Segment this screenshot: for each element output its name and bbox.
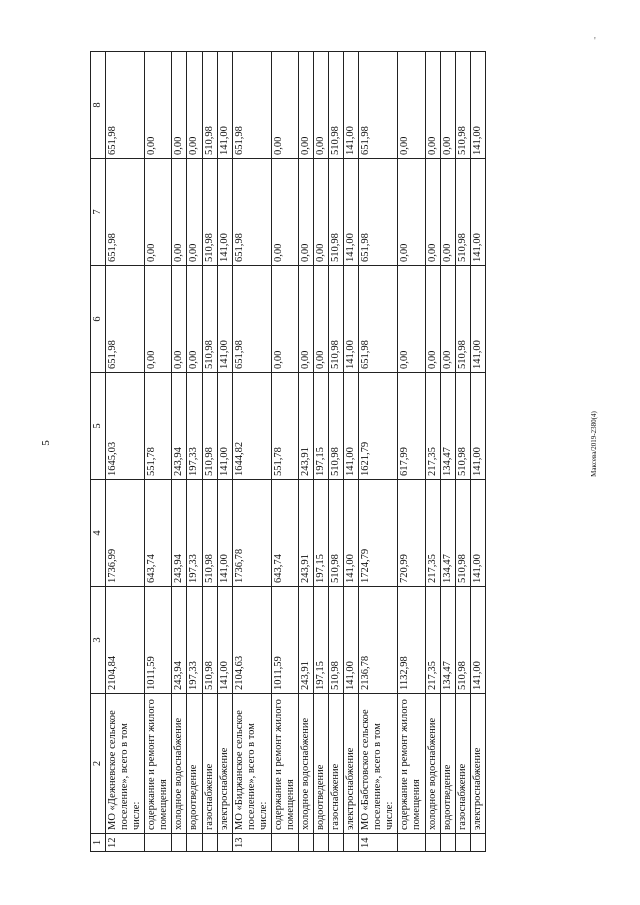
value-cell: 0,00 bbox=[298, 266, 313, 373]
table-row bbox=[455, 52, 470, 852]
value-cell: 141,00 bbox=[344, 587, 359, 694]
row-number-cell bbox=[398, 834, 425, 852]
row-name-cell: водоотведение bbox=[440, 694, 455, 834]
value-cell: 510,98 bbox=[329, 266, 344, 373]
value-cell: 510,98 bbox=[329, 52, 344, 159]
column-number-header: 7 bbox=[91, 159, 106, 266]
column-number-header: 1 bbox=[91, 834, 106, 852]
value-cell: 510,98 bbox=[202, 373, 217, 480]
table-row bbox=[314, 52, 329, 852]
value-cell: 0,00 bbox=[271, 159, 298, 266]
table-row bbox=[106, 52, 145, 852]
value-cell: 197,33 bbox=[187, 587, 202, 694]
table-row bbox=[470, 52, 485, 852]
row-number-cell: 13 bbox=[232, 834, 271, 852]
value-cell: 1724,79 bbox=[359, 480, 398, 587]
value-cell: 0,00 bbox=[187, 52, 202, 159]
value-cell: 0,00 bbox=[398, 52, 425, 159]
value-cell: 617,99 bbox=[398, 373, 425, 480]
value-cell: 141,00 bbox=[470, 373, 485, 480]
row-number-cell bbox=[217, 834, 232, 852]
value-cell: 651,98 bbox=[106, 159, 145, 266]
row-number-cell bbox=[187, 834, 202, 852]
value-cell: 0,00 bbox=[187, 266, 202, 373]
value-cell: 643,74 bbox=[145, 480, 172, 587]
value-cell: 134,47 bbox=[440, 587, 455, 694]
value-cell: 1645,03 bbox=[106, 373, 145, 480]
column-number-header: 8 bbox=[91, 52, 106, 159]
margin-mark: ' bbox=[594, 36, 596, 47]
value-cell: 0,00 bbox=[271, 266, 298, 373]
table-row bbox=[344, 52, 359, 852]
value-cell: 651,98 bbox=[232, 266, 271, 373]
value-cell: 0,00 bbox=[425, 159, 440, 266]
value-cell: 0,00 bbox=[398, 266, 425, 373]
row-number-cell: 12 bbox=[106, 834, 145, 852]
value-cell: 651,98 bbox=[106, 266, 145, 373]
value-cell: 510,98 bbox=[202, 159, 217, 266]
value-cell: 0,00 bbox=[187, 159, 202, 266]
value-cell: 510,98 bbox=[329, 480, 344, 587]
value-cell: 0,00 bbox=[398, 159, 425, 266]
tariff-table bbox=[90, 51, 486, 852]
value-cell: 510,98 bbox=[202, 52, 217, 159]
value-cell: 1011,59 bbox=[145, 587, 172, 694]
tariff-table-container bbox=[90, 52, 560, 852]
value-cell: 141,00 bbox=[344, 480, 359, 587]
column-number-header: 6 bbox=[91, 266, 106, 373]
value-cell: 197,33 bbox=[187, 480, 202, 587]
value-cell: 1621,79 bbox=[359, 373, 398, 480]
table-row bbox=[359, 52, 398, 852]
row-number-cell bbox=[329, 834, 344, 852]
value-cell: 197,15 bbox=[314, 373, 329, 480]
value-cell: 141,00 bbox=[217, 266, 232, 373]
row-number-cell bbox=[314, 834, 329, 852]
document-code: Максева/2019-2380(4) bbox=[589, 411, 598, 477]
row-name-cell: электроснабжение bbox=[470, 694, 485, 834]
value-cell: 243,91 bbox=[298, 587, 313, 694]
value-cell: 651,98 bbox=[232, 159, 271, 266]
value-cell: 0,00 bbox=[314, 266, 329, 373]
value-cell: 1011,59 bbox=[271, 587, 298, 694]
value-cell: 217,35 bbox=[425, 373, 440, 480]
value-cell: 134,47 bbox=[440, 373, 455, 480]
value-cell: 0,00 bbox=[172, 159, 187, 266]
row-name-cell: электроснабжение bbox=[217, 694, 232, 834]
value-cell: 651,98 bbox=[359, 159, 398, 266]
value-cell: 141,00 bbox=[344, 159, 359, 266]
row-name-cell: содержание и ремонт жилого помещения bbox=[271, 694, 298, 834]
row-name-cell: холодное водоснабжение bbox=[298, 694, 313, 834]
value-cell: 551,78 bbox=[271, 373, 298, 480]
row-number-cell bbox=[344, 834, 359, 852]
table-row bbox=[329, 52, 344, 852]
value-cell: 1644,82 bbox=[232, 373, 271, 480]
table-header-row bbox=[91, 52, 106, 852]
value-cell: 510,98 bbox=[329, 587, 344, 694]
row-number-cell bbox=[145, 834, 172, 852]
value-cell: 1736,99 bbox=[106, 480, 145, 587]
value-cell: 651,98 bbox=[359, 52, 398, 159]
value-cell: 141,00 bbox=[470, 587, 485, 694]
table-row bbox=[440, 52, 455, 852]
value-cell: 197,33 bbox=[187, 373, 202, 480]
value-cell: 0,00 bbox=[425, 52, 440, 159]
value-cell: 141,00 bbox=[470, 159, 485, 266]
value-cell: 510,98 bbox=[455, 480, 470, 587]
value-cell: 197,15 bbox=[314, 480, 329, 587]
table-row bbox=[232, 52, 271, 852]
value-cell: 510,98 bbox=[455, 587, 470, 694]
value-cell: 243,94 bbox=[172, 480, 187, 587]
value-cell: 141,00 bbox=[470, 52, 485, 159]
value-cell: 510,98 bbox=[329, 159, 344, 266]
value-cell: 0,00 bbox=[440, 159, 455, 266]
column-number-header: 2 bbox=[91, 694, 106, 834]
value-cell: 643,74 bbox=[271, 480, 298, 587]
value-cell: 0,00 bbox=[425, 266, 440, 373]
row-number-cell bbox=[271, 834, 298, 852]
value-cell: 141,00 bbox=[344, 52, 359, 159]
row-name-cell: холодное водоснабжение bbox=[172, 694, 187, 834]
row-name-cell: МО «Бабстовское сельское поселение», всего в том числе: bbox=[359, 694, 398, 834]
value-cell: 0,00 bbox=[314, 52, 329, 159]
column-number-header: 3 bbox=[91, 587, 106, 694]
value-cell: 141,00 bbox=[344, 266, 359, 373]
value-cell: 243,94 bbox=[172, 587, 187, 694]
value-cell: 243,91 bbox=[298, 373, 313, 480]
value-cell: 141,00 bbox=[217, 480, 232, 587]
value-cell: 134,47 bbox=[440, 480, 455, 587]
row-name-cell: электроснабжение bbox=[344, 694, 359, 834]
value-cell: 141,00 bbox=[470, 266, 485, 373]
value-cell: 0,00 bbox=[145, 159, 172, 266]
value-cell: 551,78 bbox=[145, 373, 172, 480]
page-number: 5 bbox=[39, 440, 52, 446]
table-row bbox=[398, 52, 425, 852]
value-cell: 141,00 bbox=[217, 52, 232, 159]
value-cell: 510,98 bbox=[455, 266, 470, 373]
value-cell: 2136,78 bbox=[359, 587, 398, 694]
value-cell: 0,00 bbox=[298, 159, 313, 266]
value-cell: 2104,63 bbox=[232, 587, 271, 694]
row-number-cell bbox=[425, 834, 440, 852]
table-row bbox=[187, 52, 202, 852]
value-cell: 141,00 bbox=[217, 373, 232, 480]
value-cell: 0,00 bbox=[298, 52, 313, 159]
value-cell: 510,98 bbox=[202, 587, 217, 694]
row-name-cell: газоснабжение bbox=[329, 694, 344, 834]
row-number-cell bbox=[172, 834, 187, 852]
table-row bbox=[298, 52, 313, 852]
value-cell: 651,98 bbox=[359, 266, 398, 373]
row-number-cell: 14 bbox=[359, 834, 398, 852]
value-cell: 0,00 bbox=[440, 266, 455, 373]
row-name-cell: МО «Биджанское сельское поселение», всего в том числе: bbox=[232, 694, 271, 834]
value-cell: 1736,78 bbox=[232, 480, 271, 587]
table-row bbox=[425, 52, 440, 852]
table-row bbox=[172, 52, 187, 852]
value-cell: 510,98 bbox=[329, 373, 344, 480]
value-cell: 651,98 bbox=[232, 52, 271, 159]
value-cell: 510,98 bbox=[455, 373, 470, 480]
row-name-cell: содержание и ремонт жилого помещения bbox=[398, 694, 425, 834]
row-name-cell: водоотведение bbox=[187, 694, 202, 834]
row-name-cell: газоснабжение bbox=[202, 694, 217, 834]
row-number-cell bbox=[470, 834, 485, 852]
value-cell: 0,00 bbox=[145, 266, 172, 373]
value-cell: 243,94 bbox=[172, 373, 187, 480]
value-cell: 1132,98 bbox=[398, 587, 425, 694]
value-cell: 141,00 bbox=[217, 587, 232, 694]
value-cell: 0,00 bbox=[172, 52, 187, 159]
value-cell: 510,98 bbox=[455, 159, 470, 266]
value-cell: 217,35 bbox=[425, 587, 440, 694]
column-number-header: 4 bbox=[91, 480, 106, 587]
row-number-cell bbox=[440, 834, 455, 852]
value-cell: 197,15 bbox=[314, 587, 329, 694]
value-cell: 720,99 bbox=[398, 480, 425, 587]
value-cell: 510,98 bbox=[202, 266, 217, 373]
table-row bbox=[217, 52, 232, 852]
row-name-cell: холодное водоснабжение bbox=[425, 694, 440, 834]
value-cell: 141,00 bbox=[344, 373, 359, 480]
row-number-cell bbox=[202, 834, 217, 852]
value-cell: 0,00 bbox=[145, 52, 172, 159]
value-cell: 0,00 bbox=[440, 52, 455, 159]
value-cell: 141,00 bbox=[217, 159, 232, 266]
value-cell: 243,91 bbox=[298, 480, 313, 587]
value-cell: 2104,84 bbox=[106, 587, 145, 694]
value-cell: 510,98 bbox=[202, 480, 217, 587]
row-name-cell: содержание и ремонт жилого помещения bbox=[145, 694, 172, 834]
row-name-cell: газоснабжение bbox=[455, 694, 470, 834]
value-cell: 141,00 bbox=[470, 480, 485, 587]
value-cell: 510,98 bbox=[455, 52, 470, 159]
value-cell: 0,00 bbox=[271, 52, 298, 159]
table-row bbox=[145, 52, 172, 852]
table-row bbox=[202, 52, 217, 852]
value-cell: 651,98 bbox=[106, 52, 145, 159]
value-cell: 217,35 bbox=[425, 480, 440, 587]
row-number-cell bbox=[455, 834, 470, 852]
table-row bbox=[271, 52, 298, 852]
row-number-cell bbox=[298, 834, 313, 852]
row-name-cell: водоотведение bbox=[314, 694, 329, 834]
value-cell: 0,00 bbox=[314, 159, 329, 266]
row-name-cell: МО «Дежневское сельское поселение», всего в том числе: bbox=[106, 694, 145, 834]
column-number-header: 5 bbox=[91, 373, 106, 480]
value-cell: 0,00 bbox=[172, 266, 187, 373]
